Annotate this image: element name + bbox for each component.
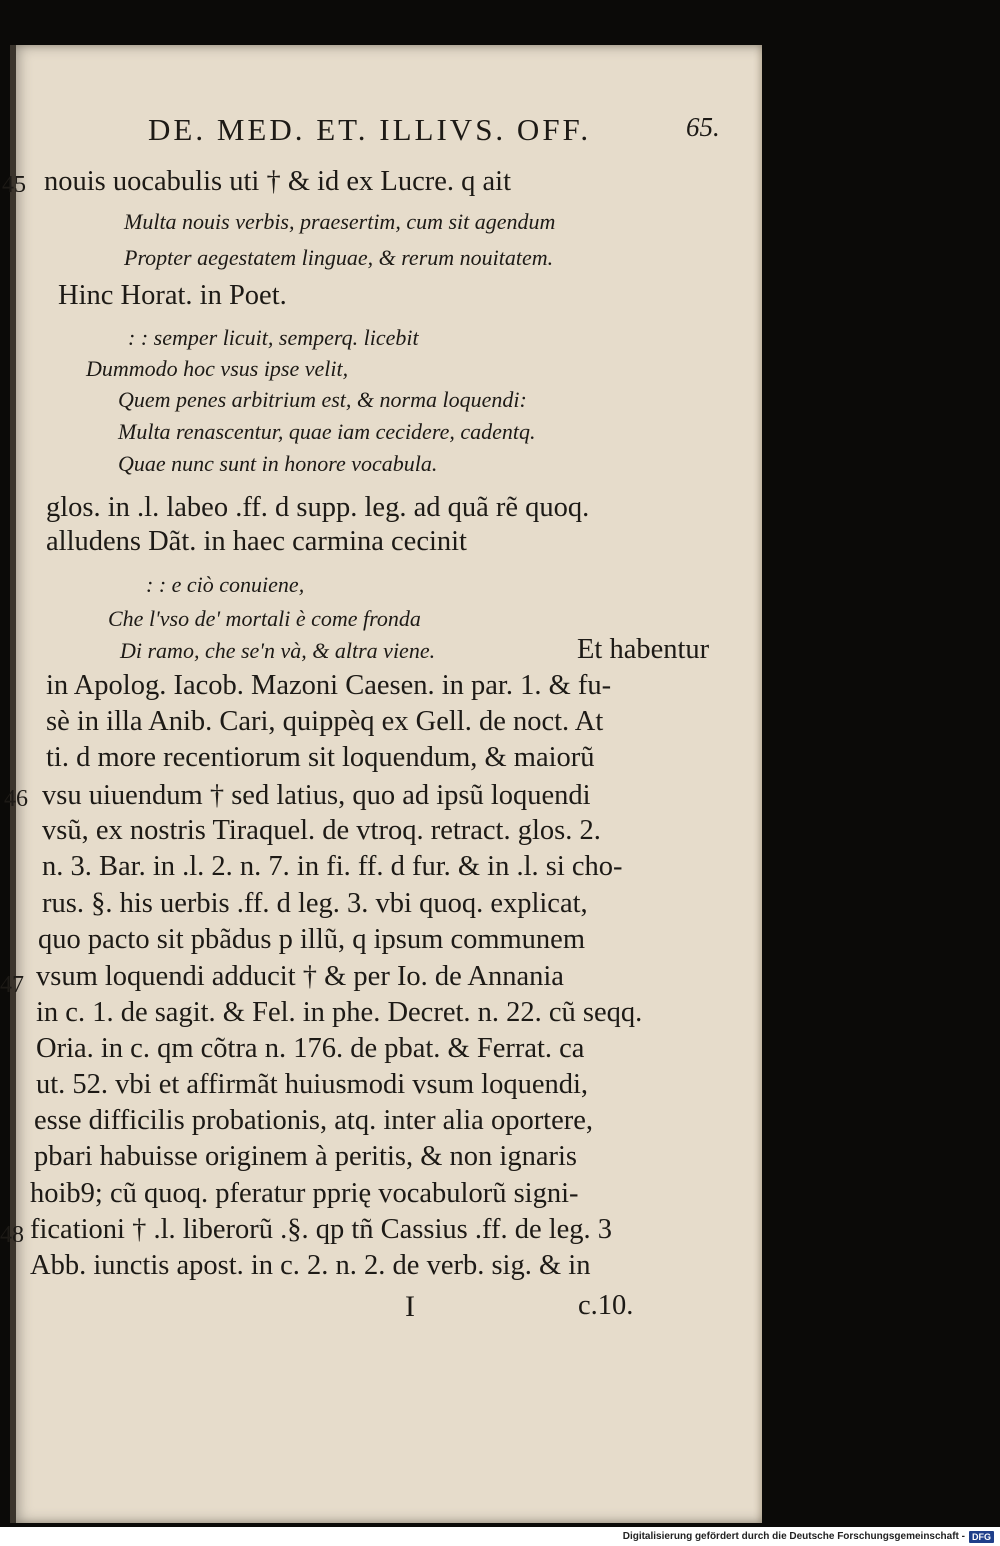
catchword: c.10.: [578, 1290, 634, 1321]
margin-number: 47: [0, 972, 24, 998]
text-line: Abb. iunctis apost. in c. 2. n. 2. de verb. sig. & in: [30, 1250, 591, 1281]
text-line: rus. §. his uerbis .ff. d leg. 3. vbi quoq. explicat,: [42, 888, 588, 919]
text-line: in Apolog. Iacob. Mazoni Caesen. in par. 1. & fu-: [46, 670, 612, 701]
margin-number: 45: [2, 172, 26, 198]
funding-note: Digitalisierung gefördert durch die Deutsche Forschungsgemeinschaft -: [622, 1531, 965, 1542]
text-line: pbari habuisse originem à peritis, & non ignaris: [34, 1141, 577, 1172]
page-gutter: [10, 45, 16, 1523]
text-line: ficationi † .l. liberorũ .§. qp tñ Cassius .ff. de leg. 3: [30, 1214, 613, 1245]
text-line: glos. in .l. labeo .ff. d supp. leg. ad quã rẽ quoq.: [46, 492, 590, 523]
verse-line: Quem penes arbitrium est, & norma loquendi:: [118, 387, 527, 412]
footer-bar: [0, 1527, 1000, 1546]
text-line: nouis uocabulis uti † & id ex Lucre. q ait: [44, 166, 511, 197]
text-line: in c. 1. de sagit. & Fel. in phe. Decret. n. 22. cũ seqq.: [36, 997, 643, 1028]
text-line: Hinc Horat. in Poet.: [58, 280, 287, 311]
text-line: hoib9; cũ quoq. pferatur pprię vocabulorũ signi-: [30, 1178, 579, 1209]
running-title: DE. MED. ET. ILLIVS. OFF.: [148, 112, 592, 147]
verse-line: Dummodo hoc vsus ipse velit,: [86, 356, 349, 381]
text-line: ti. d more recentiorum sit loquendum, & maiorũ: [46, 742, 595, 773]
verse-line: : : e ciò conuiene,: [146, 572, 305, 597]
text-line: sè in illa Anib. Cari, quippèq ex Gell. de noct. At: [46, 706, 604, 737]
text-line: Oria. in c. qm cõtra n. 176. de pbat. & Ferrat. ca: [36, 1033, 585, 1064]
verse-line: : : semper licuit, semperq. licebit: [128, 325, 419, 350]
signature-mark: I: [405, 1290, 415, 1323]
verse-line: Di ramo, che se'n và, & altra viene.: [120, 638, 436, 663]
text-line: ut. 52. vbi et affirmãt huiusmodi vsum loquendi,: [36, 1069, 589, 1100]
verse-line: Multa nouis verbis, praesertim, cum sit agendum: [124, 209, 556, 234]
text-line: n. 3. Bar. in .l. 2. n. 7. in fi. ff. d fur. & in .l. si cho-: [42, 851, 623, 882]
text-line: quo pacto sit pbãdus p illũ, q ipsum communem: [38, 924, 585, 955]
verse-line: Che l'vso de' mortali è come fronda: [108, 606, 421, 631]
margin-number: 48: [0, 1222, 24, 1248]
text-line: Et habentur: [577, 634, 710, 665]
text-line: alludens Dãt. in haec carmina cecinit: [46, 526, 467, 557]
verse-line: Propter aegestatem linguae, & rerum nouitatem.: [124, 245, 554, 270]
text-line: vsu uiuendum † sed latius, quo ad ipsũ loquendi: [42, 780, 591, 811]
dfg-logo: DFG: [969, 1531, 994, 1543]
text-line: vsũ, ex nostris Tiraquel. de vtroq. retract. glos. 2.: [42, 815, 601, 846]
verse-line: Quae nunc sunt in honore vocabula.: [118, 451, 438, 476]
text-line: vsum loquendi adducit † & per Io. de Annania: [36, 961, 564, 992]
text-line: esse difficilis probationis, atq. inter alia oportere,: [34, 1105, 594, 1136]
margin-number: 46: [4, 786, 28, 812]
verse-line: Multa renascentur, quae iam cecidere, cadentq.: [118, 419, 536, 444]
page-number: 65.: [686, 112, 720, 142]
